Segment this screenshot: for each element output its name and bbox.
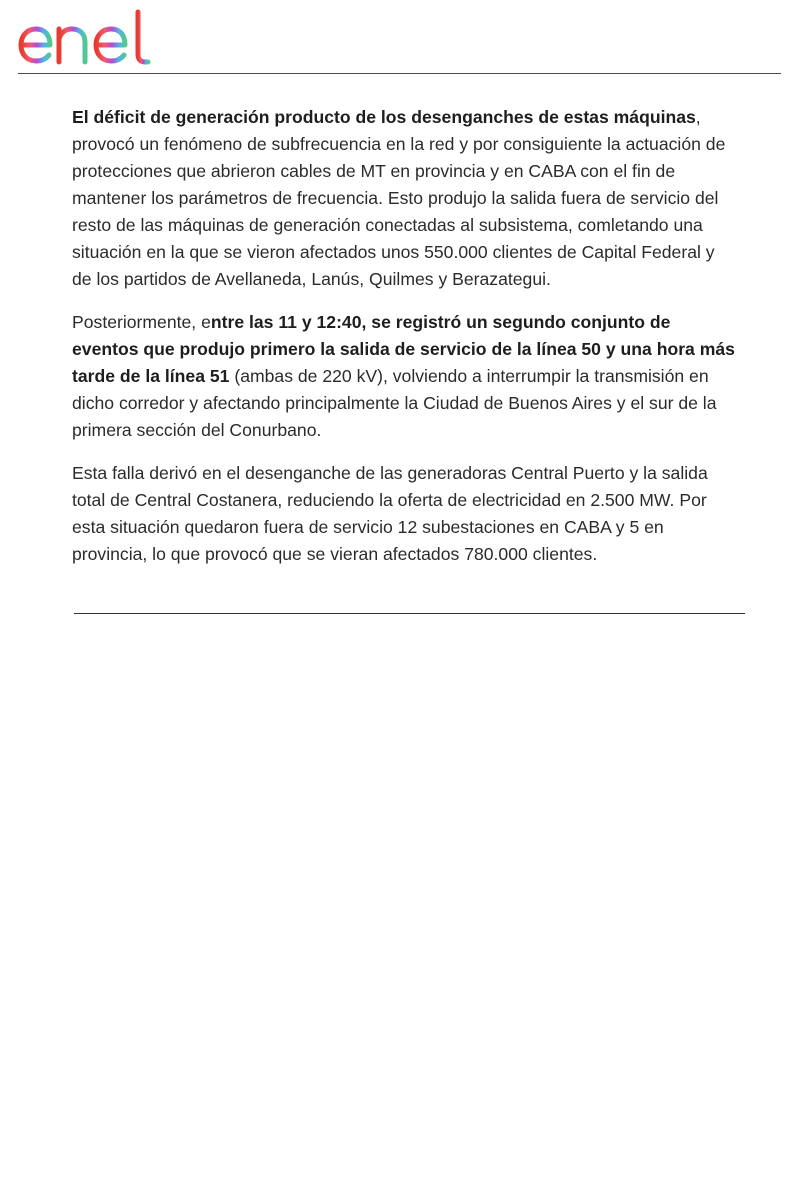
header-divider [18, 73, 781, 74]
paragraph-3-text: Esta falla derivó en el desenganche de las generadoras Central Puerto y la salida total de Central Costanera, reduciendo la oferta de electricidad en 2.500 MW. Por esta situación quedaron fuera de servicio 12 subestaciones en CABA y 5 en provincia, lo que provocó que se vieran afectados 780.000 clientes. [72, 463, 708, 564]
paragraph-1 [72, 104, 736, 293]
paragraph-3 [72, 460, 736, 568]
paragraph-1-text: , provocó un fenómeno de subfrecuencia en la red y por consiguiente la actuación de protecciones que abrieron cables de MT en provincia y en CABA con el fin de mantener los parámetros de frecuencia. Esto produjo la salida fuera de servicio del resto de las máquinas de generación conectadas al subsistema, comletando una situación en la que se vieron afectados unos 550.000 clientes de Capital Federal y de los partidos de Avellaneda, Lanús, Quilmes y Berazategui. [72, 107, 726, 289]
paragraph-2-lead: Posteriormente, e [72, 312, 211, 332]
page-header [0, 0, 800, 76]
enel-logo [16, 8, 172, 70]
footer-divider [74, 613, 745, 614]
paragraph-2 [72, 309, 736, 444]
paragraph-2-bold: ntre las 11 y 12:40, se registró un segundo conjunto de eventos que produjo primero la salida de servicio de la línea 50 y una hora más tarde de la línea 51 [72, 312, 735, 386]
paragraph-1-bold: El déficit de generación producto de los desenganches de estas máquinas [72, 107, 696, 127]
article-body [72, 104, 736, 584]
enel-logo-mark [16, 8, 172, 70]
paragraph-2-text: (ambas de 220 kV), volviendo a interrumpir la transmisión en dicho corredor y afectando principalmente la Ciudad de Buenos Aires y el sur de la primera sección del Conurbano. [72, 366, 717, 440]
